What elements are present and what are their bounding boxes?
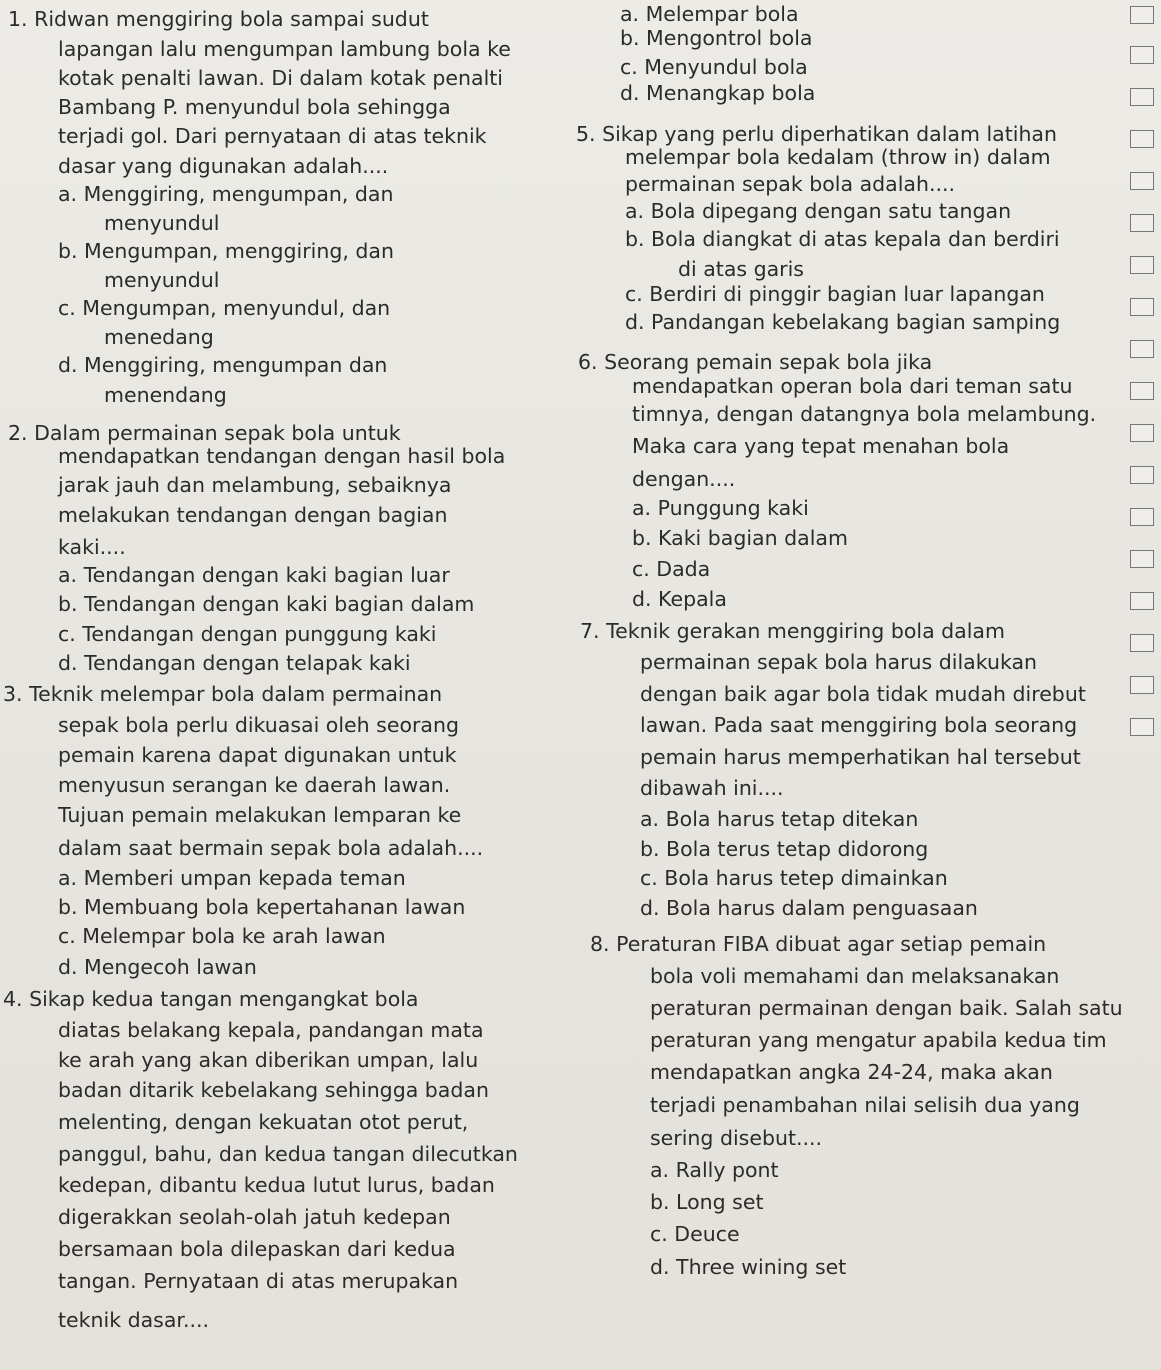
q1-line-5: terjadi gol. Dari pernyataan di atas teknik [58,124,487,148]
q4-option-b: b. Mengontrol bola [620,26,813,50]
q3-line-3: pemain karena dapat digunakan untuk [58,743,457,767]
q5-option-a: a. Bola dipegang dengan satu tangan [625,199,1012,223]
q8-option-b: b. Long set [650,1190,764,1214]
q3-option-c: c. Melempar bola ke arah lawan [58,924,386,948]
q4-line-3: ke arah yang akan diberikan umpan, lalu [58,1048,479,1072]
q3-line-1: 3. Teknik melempar bola dalam permainan [3,682,443,706]
q1-line-1: 1. Ridwan menggiring bola sampai sudut [8,7,429,31]
margin-box [1130,298,1154,316]
q3-option-a: a. Memberi umpan kepada teman [58,866,406,890]
q6-option-c: c. Dada [632,557,711,581]
q1-option-c-cont: menedang [104,325,214,349]
q8-line-2: bola voli memahami dan melaksanakan [650,964,1060,988]
q1-option-c: c. Mengumpan, menyundul, dan [58,296,391,320]
q8-line-4: peraturan yang mengatur apabila kedua tim [650,1028,1107,1052]
q4-line-9: bersamaan bola dilepaskan dari kedua [58,1237,456,1261]
margin-box [1130,256,1154,274]
margin-box [1130,466,1154,484]
q2-option-c: c. Tendangan dengan punggung kaki [58,622,437,646]
q5-line-3: permainan sepak bola adalah.... [625,172,956,196]
q1-line-4: Bambang P. menyundul bola sehingga [58,95,451,119]
margin-box [1130,424,1154,442]
q8-line-3: peraturan permainan dengan baik. Salah satu [650,996,1123,1020]
q4-line-10: tangan. Pernyataan di atas merupakan [58,1269,459,1293]
q4-line-5: melenting, dengan kekuatan otot perut, [58,1110,469,1134]
margin-box [1130,88,1154,106]
q3-line-2: sepak bola perlu dikuasai oleh seorang [58,713,459,737]
q1-line-3: kotak penalti lawan. Di dalam kotak penalti [58,66,504,90]
q8-line-5: mendapatkan angka 24-24, maka akan [650,1060,1053,1084]
q1-option-b-cont: menyundul [104,268,220,292]
q4-line-8: digerakkan seolah-olah jatuh kedepan [58,1205,451,1229]
q6-line-3: timnya, dengan datangnya bola melambung. [632,402,1097,426]
q7-line-4: lawan. Pada saat menggiring bola seorang [640,713,1078,737]
q5-option-c: c. Berdiri di pinggir bagian luar lapangan [625,282,1045,306]
margin-box [1130,172,1154,190]
q4-line-1: 4. Sikap kedua tangan mengangkat bola [3,987,419,1011]
margin-box [1130,592,1154,610]
q6-line-4: Maka cara yang tepat menahan bola [632,434,1010,458]
q4-line-4: badan ditarik kebelakang sehingga badan [58,1078,489,1102]
q7-option-a: a. Bola harus tetap ditekan [640,807,919,831]
q3-option-d: d. Mengecoh lawan [58,955,257,979]
q7-option-b: b. Bola terus tetap didorong [640,837,929,861]
q1-line-6: dasar yang digunakan adalah.... [58,154,389,178]
q2-option-b: b. Tendangan dengan kaki bagian dalam [58,592,475,616]
margin-box [1130,634,1154,652]
q5-line-2: melempar bola kedalam (throw in) dalam [625,145,1051,169]
q8-option-a: a. Rally pont [650,1158,779,1182]
q3-line-6: dalam saat bermain sepak bola adalah.... [58,836,484,860]
q1-option-a: a. Menggiring, mengumpan, dan [58,182,394,206]
q6-line-2: mendapatkan operan bola dari teman satu [632,374,1073,398]
q1-option-d-cont: menendang [104,383,227,407]
q8-line-6: terjadi penambahan nilai selisih dua yang [650,1093,1080,1117]
q7-option-d: d. Bola harus dalam penguasaan [640,896,978,920]
q6-option-b: b. Kaki bagian dalam [632,526,848,550]
q6-line-5: dengan.... [632,467,736,491]
q5-line-1: 5. Sikap yang perlu diperhatikan dalam latihan [576,122,1057,146]
q4-option-d: d. Menangkap bola [620,81,816,105]
q8-line-7: sering disebut.... [650,1126,823,1150]
q4-option-c: c. Menyundul bola [620,55,808,79]
margin-box [1130,46,1154,64]
q3-line-5: Tujuan pemain melakukan lemparan ke [58,803,462,827]
q8-option-d: d. Three wining set [650,1255,847,1279]
q5-option-b-cont: di atas garis [678,257,804,281]
q4-line-2: diatas belakang kepala, pandangan mata [58,1018,484,1042]
margin-box [1130,6,1154,24]
margin-box [1130,214,1154,232]
q6-option-d: d. Kepala [632,587,727,611]
q7-line-3: dengan baik agar bola tidak mudah direbut [640,682,1086,706]
q6-option-a: a. Punggung kaki [632,496,809,520]
q1-option-d: d. Menggiring, mengumpan dan [58,353,388,377]
q2-option-d: d. Tendangan dengan telapak kaki [58,651,411,675]
q7-option-c: c. Bola harus tetep dimainkan [640,866,948,890]
q3-line-4: menyusun serangan ke daerah lawan. [58,773,451,797]
q2-line-5: kaki.... [58,535,126,559]
margin-box [1130,340,1154,358]
q4-line-11: teknik dasar.... [58,1308,210,1332]
q7-line-5: pemain harus memperhatikan hal tersebut [640,745,1081,769]
margin-box [1130,508,1154,526]
q7-line-6: dibawah ini.... [640,776,784,800]
margin-answer-boxes [1130,0,1161,1370]
q2-line-4: melakukan tendangan dengan bagian [58,503,448,527]
q2-line-3: jarak jauh dan melambung, sebaiknya [58,473,452,497]
margin-box [1130,718,1154,736]
q3-option-b: b. Membuang bola kepertahanan lawan [58,895,466,919]
margin-box [1130,676,1154,694]
q6-line-1: 6. Seorang pemain sepak bola jika [578,350,933,374]
q1-option-b: b. Mengumpan, menggiring, dan [58,239,394,263]
q1-option-a-cont: menyundul [104,211,220,235]
q5-option-b: b. Bola diangkat di atas kepala dan berdiri [625,227,1060,251]
q1-line-2: lapangan lalu mengumpan lambung bola ke [58,37,511,61]
q5-option-d: d. Pandangan kebelakang bagian samping [625,310,1061,334]
q7-line-2: permainan sepak bola harus dilakukan [640,650,1038,674]
q4-option-a: a. Melempar bola [620,2,799,26]
q4-line-6: panggul, bahu, dan kedua tangan dilecutkan [58,1142,518,1166]
margin-box [1130,382,1154,400]
q2-line-2: mendapatkan tendangan dengan hasil bola [58,444,506,468]
q7-line-1: 7. Teknik gerakan menggiring bola dalam [580,619,1005,643]
margin-box [1130,550,1154,568]
q2-line-1: 2. Dalam permainan sepak bola untuk [8,421,401,445]
q8-option-c: c. Deuce [650,1222,740,1246]
q2-option-a: a. Tendangan dengan kaki bagian luar [58,563,450,587]
q8-line-1: 8. Peraturan FIBA dibuat agar setiap pemain [590,932,1047,956]
margin-box [1130,130,1154,148]
q4-line-7: kedepan, dibantu kedua lutut lurus, badan [58,1173,495,1197]
